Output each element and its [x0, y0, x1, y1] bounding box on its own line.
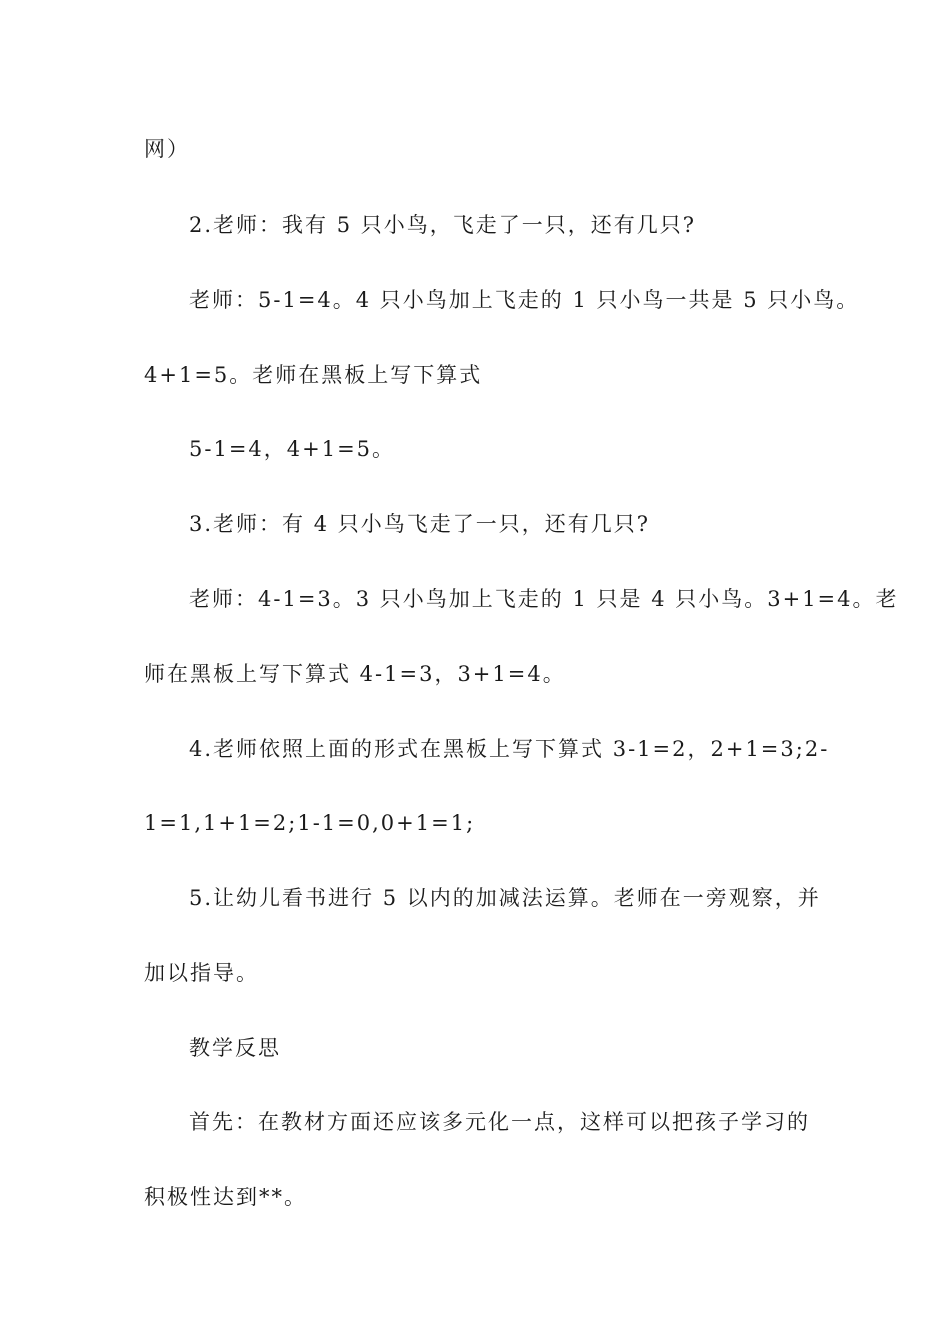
- paragraph-item-5: 5.让幼儿看书进行 5 以内的加减法运算。老师在一旁观察，并: [189, 886, 821, 910]
- paragraph-line: 师在黑板上写下算式 4-1=3，3+1=4。: [144, 662, 566, 686]
- paragraph-item-4: 4.老师依照上面的形式在黑板上写下算式 3-1=2，2+1=3;2-: [189, 737, 830, 761]
- paragraph-line: 4+1=5。老师在黑板上写下算式: [144, 363, 483, 387]
- equation-line: 5-1=4，4+1=5。: [189, 437, 396, 461]
- paragraph-line: 首先：在教材方面还应该多元化一点，这样可以把孩子学习的: [189, 1110, 810, 1134]
- text-line: 网）: [144, 137, 190, 161]
- paragraph-line: 积极性达到**。: [144, 1185, 307, 1209]
- paragraph-line: 加以指导。: [144, 961, 259, 985]
- paragraph-line: 1=1,1+1=2;1-1=0,0+1=1;: [144, 811, 476, 835]
- paragraph-line: 老师：5-1=4。4 只小鸟加上飞走的 1 只小鸟一共是 5 只小鸟。: [189, 288, 860, 312]
- paragraph-item-3: 3.老师：有 4 只小鸟飞走了一只，还有几只?: [189, 512, 651, 536]
- paragraph-item-2: 2.老师：我有 5 只小鸟，飞走了一只，还有几只?: [189, 213, 697, 237]
- paragraph-line: 老师：4-1=3。3 只小鸟加上飞走的 1 只是 4 只小鸟。3+1=4。老: [189, 587, 899, 611]
- section-heading: 教学反思: [189, 1036, 281, 1060]
